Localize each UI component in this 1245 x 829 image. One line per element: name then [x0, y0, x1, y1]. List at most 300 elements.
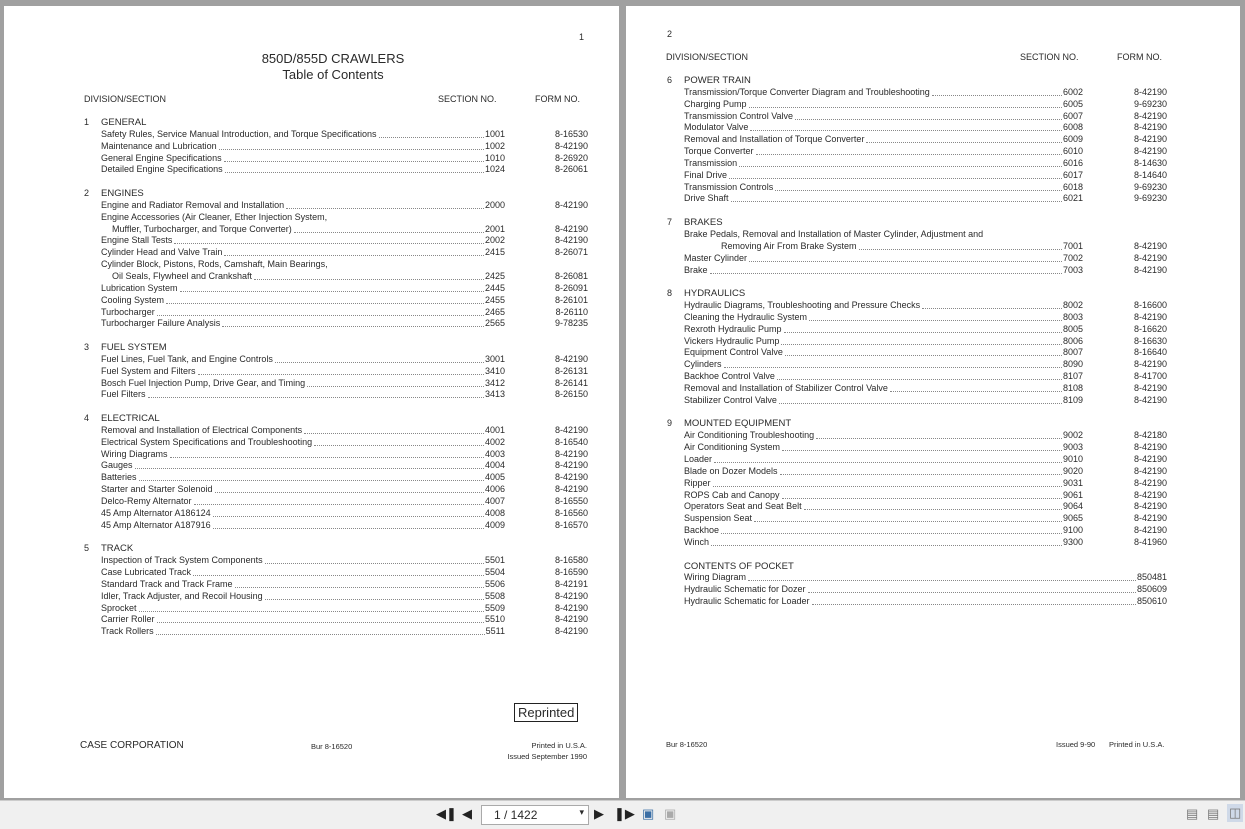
form-no: 8-16530: [554, 128, 588, 139]
section-no: 4005: [484, 472, 505, 483]
dot-leader: [808, 584, 1136, 593]
form-no: 8-42190: [1133, 454, 1167, 464]
section-title: HYDRAULICS: [684, 288, 746, 300]
toc-entry[interactable]: [667, 572, 1167, 584]
toc-entry[interactable]: [667, 158, 1167, 170]
dot-leader: [148, 389, 484, 398]
toc-entry[interactable]: [84, 283, 588, 295]
section-no: 8005: [1062, 323, 1083, 334]
entry-title: Case Lubricated Track: [101, 567, 192, 578]
column-header-division: DIVISION/SECTION: [84, 94, 167, 104]
dot-leader: [170, 449, 484, 458]
section-number: 4: [84, 413, 90, 424]
form-no: 8-26920: [554, 152, 588, 163]
toc-entry[interactable]: [667, 454, 1167, 466]
toc-entry[interactable]: [667, 347, 1167, 359]
section-title: ENGINES: [101, 188, 144, 200]
dot-leader: [777, 371, 1062, 380]
section-title: MOUNTED EQUIPMENT: [684, 418, 792, 430]
entry-title: Transmission: [684, 157, 738, 168]
toc-entry[interactable]: [667, 525, 1167, 537]
entry-title: Charging Pump: [684, 98, 747, 109]
form-no: 8-16590: [554, 567, 588, 578]
entry-title: Ripper: [684, 477, 711, 488]
section-no: 5508: [484, 590, 505, 601]
form-no: 9-78235: [554, 318, 588, 329]
dot-leader: [304, 425, 484, 434]
entry-title: Standard Track and Track Frame: [101, 578, 233, 589]
section-number: 8: [667, 288, 673, 299]
toc-entry[interactable]: [84, 366, 588, 378]
section-no: 2445: [484, 282, 505, 293]
form-no: 8-26110: [555, 306, 588, 317]
toc-entry[interactable]: [84, 437, 588, 449]
form-no: 8-42190: [1133, 146, 1167, 157]
section-no: 4002: [484, 436, 505, 447]
entry-title: Modulator Valve: [684, 122, 749, 133]
form-no: 8-26071: [554, 247, 588, 258]
form-no: 850609: [1136, 584, 1167, 595]
previous-page-icon[interactable]: ◀: [462, 806, 472, 821]
dot-leader: [756, 146, 1062, 155]
dot-leader: [215, 484, 484, 493]
section-no: 5509: [484, 602, 505, 613]
toc-entry[interactable]: [667, 490, 1167, 502]
toc-entry[interactable]: [667, 241, 1167, 253]
entry-title: Backhoe: [684, 525, 720, 536]
section-no: 3412: [484, 377, 505, 388]
dot-leader: [710, 265, 1062, 274]
toc-entry[interactable]: [84, 271, 588, 283]
toc-entry[interactable]: [667, 182, 1167, 194]
entry-title-first-line: Brake Pedals, Removal and Installation of Master Cylinder, Adjustment and: [684, 228, 984, 239]
entry-title: Winch: [684, 536, 710, 547]
continuous-page-icon[interactable]: ▤: [1207, 806, 1220, 821]
entry-title: Removal and Installation of Stabilizer Control Valve: [684, 382, 888, 393]
entry-title: Starter and Starter Solenoid: [101, 484, 213, 495]
entry-title: Operators Seat and Seat Belt: [684, 501, 802, 512]
entry-title: Carrier Roller: [101, 614, 155, 625]
form-no: 8-42190: [1133, 122, 1167, 133]
toc-entry[interactable]: [84, 508, 588, 520]
section-no: 9003: [1062, 442, 1083, 453]
section-no: 5506: [484, 578, 505, 589]
entry-title: Hydraulic Schematic for Dozer: [684, 584, 806, 595]
toc-entry[interactable]: [84, 520, 588, 532]
dot-leader: [286, 200, 484, 209]
form-no: 8-16540: [554, 436, 588, 447]
form-no: 8-42190: [1133, 489, 1167, 500]
section-no: 4003: [484, 448, 505, 459]
page-indicator: 1 / 1422: [494, 808, 538, 822]
footer-issued: Issued 9-90: [1056, 740, 1096, 749]
entry-title: Lubrication System: [101, 282, 178, 293]
dot-leader: [781, 336, 1062, 345]
entry-title: Cylinders: [684, 359, 722, 370]
entry-title: Removal and Installation of Torque Converter: [684, 134, 865, 145]
entry-title: Drive Shaft: [684, 193, 729, 204]
toc-entry-line: [84, 212, 588, 224]
entry-title: Muffler, Turbocharger, and Torque Converter): [112, 223, 292, 234]
toc-entry[interactable]: [84, 200, 588, 212]
section-no: 8002: [1062, 300, 1083, 311]
entry-title: Fuel Filters: [101, 389, 146, 400]
form-no: 8-42190: [554, 448, 588, 459]
toc-entry[interactable]: [667, 122, 1167, 134]
dot-leader: [225, 164, 484, 173]
section-no: 6005: [1062, 98, 1083, 109]
toc-entry[interactable]: [84, 307, 588, 319]
form-no: 8-42190: [554, 353, 588, 364]
section-no: 4007: [484, 496, 505, 506]
section-number: 7: [667, 217, 673, 228]
toc-entry[interactable]: [667, 253, 1167, 265]
dot-leader: [713, 478, 1062, 487]
footer-company: CASE CORPORATION: [80, 740, 184, 751]
section-heading: [84, 342, 588, 354]
toc-entry[interactable]: [667, 430, 1167, 442]
section-heading: [84, 117, 588, 129]
form-no: 8-14640: [1133, 169, 1167, 180]
form-no: 8-42190: [554, 199, 588, 210]
dot-leader: [166, 295, 484, 304]
entry-title: Fuel System and Filters: [101, 365, 196, 376]
chevron-down-icon[interactable]: ▾: [579, 807, 584, 817]
dot-leader: [779, 395, 1062, 404]
entry-title: Maintenance and Lubrication: [101, 140, 217, 151]
toc-entry[interactable]: [84, 389, 588, 401]
form-no: 8-42180: [1133, 430, 1167, 441]
entry-title: Transmission/Torque Converter Diagram and Troubleshooting: [684, 86, 930, 97]
entry-title: Electrical System Specifications and Troubleshooting: [101, 436, 313, 447]
section-number: 3: [84, 342, 90, 353]
next-page-icon[interactable]: ▶: [594, 806, 604, 821]
section-no: 8090: [1062, 359, 1083, 370]
section-heading: [667, 418, 1167, 430]
toc-entry[interactable]: [84, 614, 588, 626]
dot-leader: [724, 359, 1062, 368]
section-no: 1001: [484, 128, 505, 139]
dot-leader: [731, 193, 1062, 202]
toc-entry[interactable]: [667, 371, 1167, 383]
section-no: 6018: [1062, 181, 1083, 192]
toc-entry[interactable]: [667, 478, 1167, 490]
dot-leader: [254, 271, 484, 280]
form-no: 8-42190: [1133, 442, 1167, 453]
form-no: 8-42190: [554, 140, 588, 151]
dot-leader: [749, 99, 1062, 108]
section-no: 9300: [1062, 536, 1083, 547]
entry-title: Cylinder Head and Valve Train: [101, 247, 223, 258]
form-no: 8-42190: [554, 235, 588, 246]
toc-entry[interactable]: [667, 596, 1167, 608]
footer-printed: Printed in U.S.A.: [531, 741, 587, 750]
entry-title: Engine Stall Tests: [101, 235, 173, 246]
section-no: 9010: [1062, 454, 1083, 464]
dot-leader: [804, 501, 1062, 510]
section-no: 6008: [1062, 122, 1083, 133]
form-no: 8-16560: [554, 507, 588, 518]
form-no: 8-42190: [1133, 394, 1167, 405]
section-no: 3001: [484, 353, 505, 364]
entry-title: Removal and Installation of Electrical Components: [101, 424, 303, 435]
section-heading: [84, 413, 588, 425]
form-no: 8-42190: [1133, 110, 1167, 121]
section-no: 8003: [1062, 311, 1083, 322]
entry-title: Vickers Hydraulic Pump: [684, 335, 780, 346]
section-no: 1010: [484, 152, 505, 163]
single-page-icon[interactable]: ▤: [1186, 806, 1199, 821]
section-number: 1: [84, 117, 90, 127]
entry-title: Wiring Diagram: [684, 572, 747, 583]
section-no: 7002: [1062, 252, 1083, 263]
page-number-input[interactable]: [481, 805, 589, 825]
form-no: 8-42190: [554, 424, 588, 435]
dot-leader: [174, 235, 484, 244]
entry-title: Air Conditioning System: [684, 442, 781, 453]
toc-entry[interactable]: [667, 395, 1167, 407]
dot-leader: [294, 224, 484, 233]
toc-entry[interactable]: [667, 300, 1167, 312]
entry-title: Gauges: [101, 460, 133, 471]
section-title: CONTENTS OF POCKET: [684, 560, 794, 572]
toc-entry[interactable]: [84, 378, 588, 390]
entry-title: Stabilizer Control Valve: [684, 394, 777, 405]
footer-bur: Bur 8-16520: [311, 742, 353, 751]
dot-leader: [782, 442, 1062, 451]
toc-entry[interactable]: [667, 584, 1167, 596]
section-no: 4008: [484, 507, 505, 518]
entry-title: Removing Air From Brake System: [721, 240, 857, 251]
toc-entry[interactable]: [667, 466, 1167, 478]
last-page-icon[interactable]: ❚▶: [614, 806, 635, 821]
entry-title: General Engine Specifications: [101, 152, 222, 163]
toc-entry[interactable]: [667, 265, 1167, 277]
section-title: GENERAL: [101, 117, 147, 128]
section-heading: [667, 75, 1167, 87]
form-no: 8-16570: [554, 519, 588, 530]
dot-leader: [222, 318, 484, 327]
entry-title: Rexroth Hydraulic Pump: [684, 323, 782, 334]
entry-title: ROPS Cab and Canopy: [684, 489, 780, 500]
entry-title: Track Rollers: [101, 626, 154, 637]
section-no: 2000: [484, 199, 505, 210]
toc-entry[interactable]: [667, 537, 1167, 549]
dot-leader: [782, 490, 1062, 499]
form-no: 8-26061: [554, 164, 588, 175]
toc-entry[interactable]: [84, 235, 588, 247]
form-no: 8-42190: [1133, 86, 1167, 97]
section-no: 7003: [1062, 264, 1083, 275]
toc-entry[interactable]: [84, 354, 588, 366]
form-no: 8-42190: [1133, 311, 1167, 322]
dot-leader: [265, 591, 484, 600]
form-no: 850610: [1136, 596, 1167, 607]
toc-entry[interactable]: [667, 501, 1167, 513]
dot-leader: [193, 567, 484, 576]
section-no: 2425: [484, 270, 505, 281]
toc-entry[interactable]: [84, 224, 588, 236]
toc-entry[interactable]: [84, 153, 588, 165]
toc-entry[interactable]: [667, 99, 1167, 111]
table-of-contents: [84, 117, 588, 638]
entry-title: Hydraulic Diagrams, Troubleshooting and Pressure Checks: [684, 300, 921, 311]
page-2: [626, 6, 1240, 798]
fit-width-icon[interactable]: ▣: [664, 806, 677, 821]
toc-entry[interactable]: [667, 383, 1167, 395]
toc-entry[interactable]: [667, 442, 1167, 454]
toc-entry[interactable]: [667, 193, 1167, 205]
form-no: 8-41960: [1133, 536, 1167, 547]
toc-entry[interactable]: [84, 449, 588, 461]
form-no: 8-16580: [554, 555, 588, 566]
toc-entry[interactable]: [667, 324, 1167, 336]
toc-entry[interactable]: [84, 295, 588, 307]
form-no: 8-14630: [1133, 157, 1167, 168]
entry-title: Hydraulic Schematic for Loader: [684, 596, 810, 607]
entry-title: Cleaning the Hydraulic System: [684, 311, 808, 322]
toc-entry[interactable]: [84, 591, 588, 603]
form-no: 8-26091: [554, 282, 588, 293]
first-page-icon[interactable]: ◀❚: [436, 806, 457, 821]
toc-entry[interactable]: [667, 170, 1167, 182]
toc-entry[interactable]: [84, 484, 588, 496]
column-header-form: FORM NO.: [1117, 52, 1162, 62]
form-no: 8-42190: [554, 626, 588, 637]
section-no: 4004: [484, 460, 505, 471]
toc-entry[interactable]: [667, 359, 1167, 371]
toc-entry[interactable]: [667, 111, 1167, 123]
section-no: 6016: [1062, 157, 1083, 168]
toc-entry[interactable]: [84, 626, 588, 638]
toc-entry[interactable]: [84, 555, 588, 567]
entry-title-first-line: Engine Accessories (Air Cleaner, Ether Injection System,: [101, 211, 328, 222]
dot-leader: [748, 572, 1136, 581]
toc-entry[interactable]: [84, 129, 588, 141]
section-no: 6010: [1062, 146, 1083, 157]
toc-entry[interactable]: [667, 513, 1167, 525]
dot-leader: [307, 378, 484, 387]
dot-leader: [932, 87, 1062, 96]
entry-title: Sprocket: [101, 602, 137, 613]
toc-entry[interactable]: [84, 318, 588, 330]
section-no: 9031: [1062, 477, 1083, 488]
toc-entry[interactable]: [84, 141, 588, 153]
form-no: 8-42190: [554, 614, 588, 625]
entry-title: Transmission Control Valve: [684, 110, 794, 121]
form-no: 8-42190: [1133, 134, 1167, 145]
section-no: 2002: [484, 235, 505, 246]
dot-leader: [219, 141, 484, 150]
section-no: 2465: [484, 306, 505, 317]
toc-entry[interactable]: [667, 336, 1167, 348]
entry-title: 45 Amp Alternator A186124: [101, 507, 211, 518]
dot-leader: [795, 111, 1062, 120]
entry-title: Turbocharger Failure Analysis: [101, 318, 221, 329]
dot-leader: [750, 122, 1062, 131]
section-no: 2415: [484, 247, 505, 258]
toc-entry[interactable]: [84, 496, 588, 508]
form-no: 8-42191: [554, 578, 588, 589]
toc-entry[interactable]: [84, 579, 588, 591]
entry-title-first-line: Cylinder Block, Pistons, Rods, Camshaft, Main Bearings,: [101, 259, 328, 270]
form-no: 8-16600: [1133, 300, 1167, 311]
column-header-section: SECTION NO.: [1020, 52, 1079, 62]
section-no: 7001: [1062, 240, 1083, 251]
dot-leader: [721, 525, 1062, 534]
column-header-division: DIVISION/SECTION: [666, 52, 749, 62]
form-no: 8-42190: [1133, 359, 1167, 370]
entry-title: Batteries: [101, 472, 137, 483]
form-no: 8-42190: [554, 590, 588, 601]
dot-leader: [139, 472, 484, 481]
form-no: 8-16640: [1133, 347, 1167, 358]
form-no: 850481: [1136, 572, 1167, 583]
form-no: 8-42190: [554, 460, 588, 471]
section-heading: [667, 288, 1167, 300]
form-no: 8-42190: [1133, 240, 1167, 251]
section-no: 4009: [484, 519, 505, 530]
form-no: 8-16620: [1133, 323, 1167, 334]
dot-leader: [135, 460, 484, 469]
section-no: 9100: [1062, 525, 1083, 536]
form-no: 8-42190: [554, 484, 588, 495]
toc-entry[interactable]: [84, 247, 588, 259]
page-number: 2: [667, 29, 673, 39]
entry-title: Fuel Lines, Fuel Tank, and Engine Controls: [101, 353, 273, 364]
form-no: 8-16630: [1133, 335, 1167, 346]
entry-title: Detailed Engine Specifications: [101, 164, 223, 175]
section-no: 9061: [1062, 489, 1083, 500]
section-no: 6021: [1062, 193, 1083, 204]
form-no: 8-26150: [554, 389, 588, 400]
toc-entry[interactable]: [84, 164, 588, 176]
section-no: 8007: [1062, 347, 1083, 358]
toc-entry[interactable]: [667, 134, 1167, 146]
two-page-icon[interactable]: ◫: [1229, 805, 1242, 820]
toc-entry[interactable]: [84, 567, 588, 579]
toc-entry-line: [84, 259, 588, 271]
toc-entry[interactable]: [84, 603, 588, 615]
dot-leader: [714, 454, 1062, 463]
entry-title: 45 Amp Alternator A187916: [101, 519, 211, 530]
toc-entry[interactable]: [84, 472, 588, 484]
toc-entry[interactable]: [84, 425, 588, 437]
form-no: 8-42190: [554, 602, 588, 613]
toc-entry[interactable]: [84, 460, 588, 472]
document-subtitle: Table of Contents: [282, 67, 384, 82]
dot-leader: [739, 158, 1062, 167]
section-no: 3413: [484, 389, 505, 400]
toc-entry[interactable]: [667, 87, 1167, 99]
toc-entry[interactable]: [667, 312, 1167, 324]
section-heading: [667, 561, 1167, 573]
table-of-contents: [667, 75, 1167, 608]
reprinted-stamp: Reprinted: [514, 703, 578, 722]
fit-page-icon[interactable]: ▣: [642, 806, 655, 821]
dot-leader: [775, 182, 1062, 191]
section-no: 4001: [484, 424, 505, 435]
section-heading: [84, 188, 588, 200]
footer-bur: Bur 8-16520: [666, 740, 708, 749]
entry-title: Backhoe Control Valve: [684, 371, 775, 382]
section-no: 6017: [1062, 169, 1083, 180]
form-no: 9-69230: [1133, 98, 1167, 109]
entry-title: Brake: [684, 264, 708, 275]
section-no: 5510: [484, 614, 505, 625]
toc-entry[interactable]: [667, 146, 1167, 158]
entry-title: Wiring Diagrams: [101, 448, 168, 459]
